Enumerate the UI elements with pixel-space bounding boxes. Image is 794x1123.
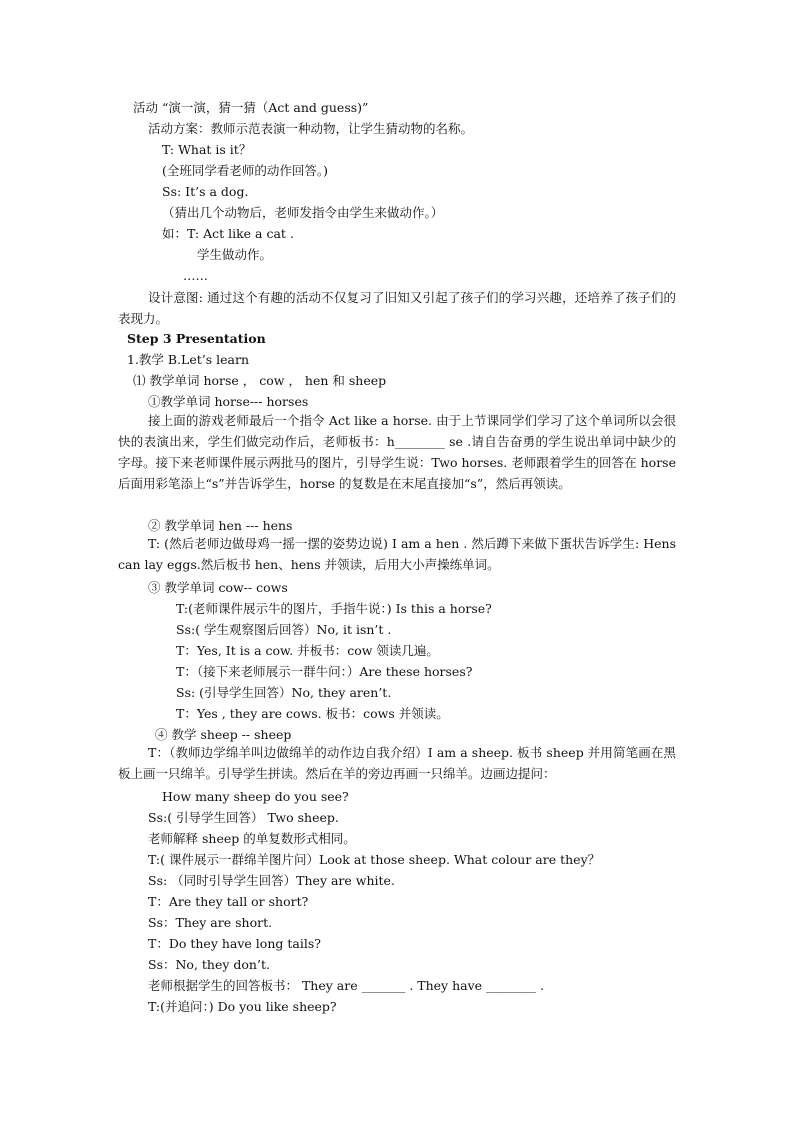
dialogue-line: Ss: （同时引导学生回答）They are white. xyxy=(148,873,395,888)
dialogue-line: T：Are they tall or short? xyxy=(148,894,309,909)
dialogue-line: T：Yes , they are cows. 板书：cows 并领读。 xyxy=(176,706,449,721)
dialogue-line: How many sheep do you see? xyxy=(162,789,349,804)
dialogue-line: Ss: It’s a dog. xyxy=(162,184,249,199)
dialogue-line: T：（接下来老师展示一群牛问：）Are these horses? xyxy=(176,664,473,679)
dialogue-line: Ss:( 引导学生回答） Two sheep. xyxy=(148,810,339,825)
dialogue-line: 老师解释 sheep 的单复数形式相同。 xyxy=(148,831,356,846)
ellipsis: …… xyxy=(183,268,208,283)
section-heading: 1.教学 B.Let’s learn xyxy=(127,352,250,367)
dialogue-line: (全班同学看老师的动作回答。) xyxy=(162,163,329,178)
body-paragraph: T：（教师边学绵羊叫边做绵羊的动作边自我介绍）I am a sheep. 板书 sheep 并用简笔画在黑板上画一只绵羊。引导学生拼读。然后在羊的旁边再画一只绵羊。边画边提问： xyxy=(118,745,676,781)
item-heading: ③ 教学单词 cow-- cows xyxy=(148,580,288,595)
dialogue-line: （猜出几个动物后，老师发指令由学生来做动作。） xyxy=(162,205,444,220)
body-paragraph: T: (然后老师边做母鸡一摇一摆的姿势边说) I am a hen . 然后蹲下来做下蛋状告诉学生: Hens can lay eggs.然后板书 hen、hens 并领读，后用大小声操练单词。 xyxy=(118,536,676,572)
dialogue-line: 学生做动作。 xyxy=(197,247,273,262)
item-heading: ①教学单词 horse--- horses xyxy=(148,394,309,409)
item-heading: ④ 教学 sheep -- sheep xyxy=(155,727,292,742)
dialogue-line: Ss：They are short. xyxy=(148,915,273,930)
subsection-heading: ⑴ 教学单词 horse ， cow ， hen 和 sheep xyxy=(133,373,387,388)
item-heading: ② 教学单词 hen --- hens xyxy=(148,518,293,533)
dialogue-line: Ss:( 学生观察图后回答）No, it isn’t . xyxy=(176,622,392,637)
dialogue-line: Ss：No, they don’t. xyxy=(148,957,270,972)
dialogue-line: T：Yes, It is a cow. 并板书：cow 领读几遍。 xyxy=(176,643,439,658)
body-paragraph: 接上面的游戏老师最后一个指令 Act like a horse. 由于上节课同学们学习了这个单词所以会很快的表演出来，学生们做完动作后，老师板书：h________ se .请自告奋勇的学生说出单词中缺少的字母。接下来老师课件展示两批马的图片，引导学生说：Two horses. 老师跟着学生的回答在 horse 后面用彩笔添上“s”并告诉学生，horse 的复数是在末尾直接加“s”，然后再领读。 xyxy=(118,413,676,491)
dialogue-line: T:( 课件展示一群绵羊图片问）Look at those sheep. What colour are they？ xyxy=(148,852,601,867)
activity-plan: 活动方案：教师示范表演一种动物，让学生猜动物的名称。 xyxy=(148,121,474,136)
activity-title: 活动 “演一演，猜一猜（Act and guess)” xyxy=(133,100,369,115)
dialogue-line: T：Do they have long tails? xyxy=(148,936,321,951)
design-intent-paragraph: 设计意图: 通过这个有趣的活动不仅复习了旧知又引起了孩子们的学习兴趣，还培养了孩子们的表现力。 xyxy=(118,290,676,326)
dialogue-line: T: What is it？ xyxy=(162,142,252,157)
step-heading: Step 3 Presentation xyxy=(127,331,266,346)
dialogue-line: T:(并追问：) Do you like sheep? xyxy=(148,999,337,1014)
dialogue-line: Ss: (引导学生回答）No, they aren’t. xyxy=(176,685,392,700)
dialogue-line: 老师根据学生的回答板书： They are _______ . They have ________ . xyxy=(148,978,544,993)
dialogue-line: T:(老师课件展示牛的图片，手指牛说：) Is this a horse? xyxy=(176,601,492,616)
dialogue-line: 如：T: Act like a cat . xyxy=(162,226,294,241)
